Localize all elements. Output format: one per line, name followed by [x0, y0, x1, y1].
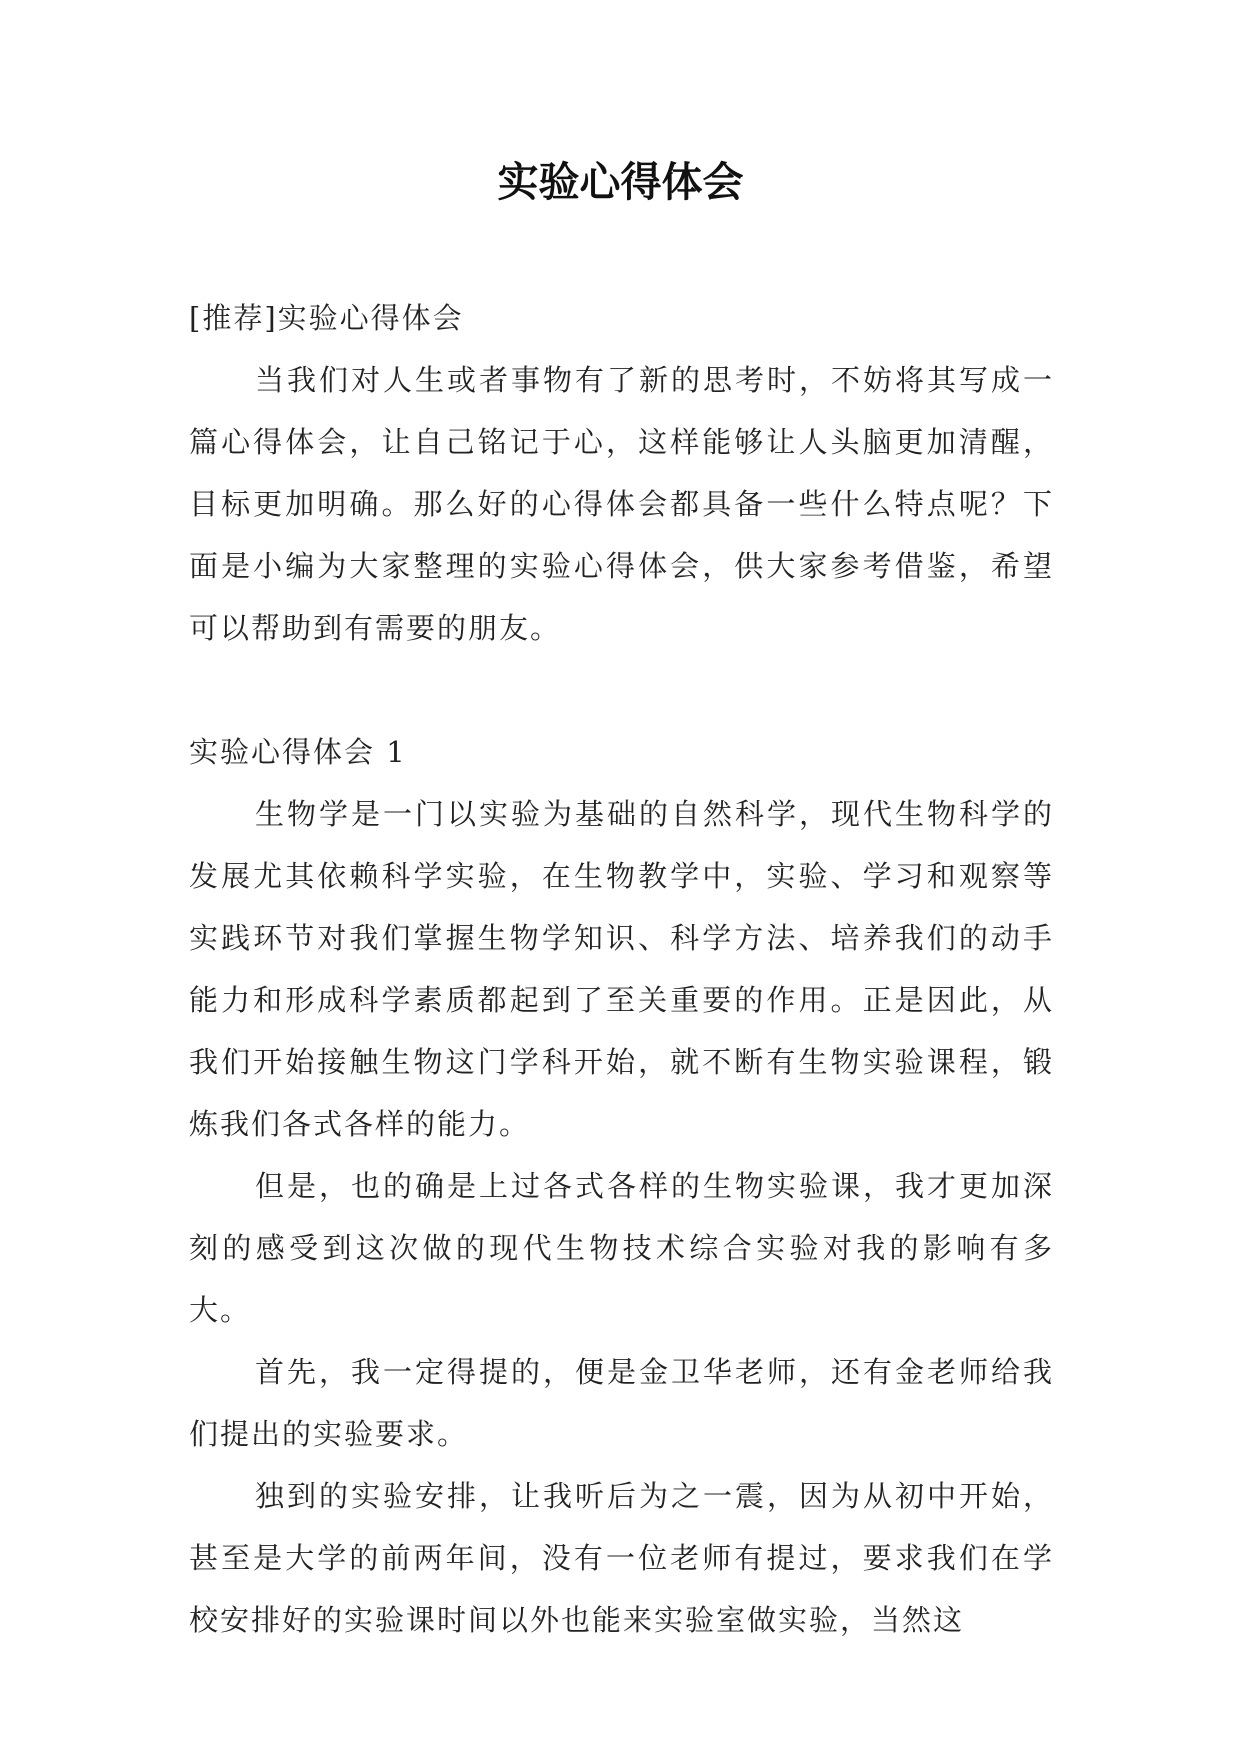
body-paragraph: 独到的实验安排，让我听后为之一震，因为从初中开始，甚至是大学的前两年间，没有一位老师有提过，要求我们在学校安排好的实验课时间以外也能来实验室做实验，当然这	[189, 1479, 1054, 1637]
body-paragraph: 生物学是一门以实验为基础的自然科学，现代生物科学的发展尤其依赖科学实验，在生物教学中，实验、学习和观察等实践环节对我们掌握生物学知识、科学方法、培养我们的动手能力和形成科学素质都起到了至关重要的作用。正是因此，从我们开始接触生物这门学科开始，就不断有生物实验课程，锻炼我们各式各样的能力。	[189, 797, 1054, 1141]
body-paragraph: 首先，我一定得提的，便是金卫华老师，还有金老师给我们提出的实验要求。	[189, 1355, 1054, 1451]
document-body	[189, 287, 1054, 1651]
intro-paragraph: 当我们对人生或者事物有了新的思考时，不妨将其写成一篇心得体会，让自己铭记于心，这样能够让人头脑更加清醒，目标更加明确。那么好的心得体会都具备一些什么特点呢？下面是小编为大家整理的实验心得体会，供大家参考借鉴，希望可以帮助到有需要的朋友。	[189, 363, 1054, 645]
document-title: 实验心得体会	[497, 158, 744, 206]
section-heading: 实验心得体会 1	[189, 735, 407, 769]
section-spacer	[189, 659, 1054, 721]
document-subtitle: [推荐]实验心得体会	[189, 301, 464, 335]
body-paragraph: 但是，也的确是上过各式各样的生物实验课，我才更加深刻的感受到这次做的现代生物技术综合实验对我的影响有多大。	[189, 1169, 1054, 1327]
